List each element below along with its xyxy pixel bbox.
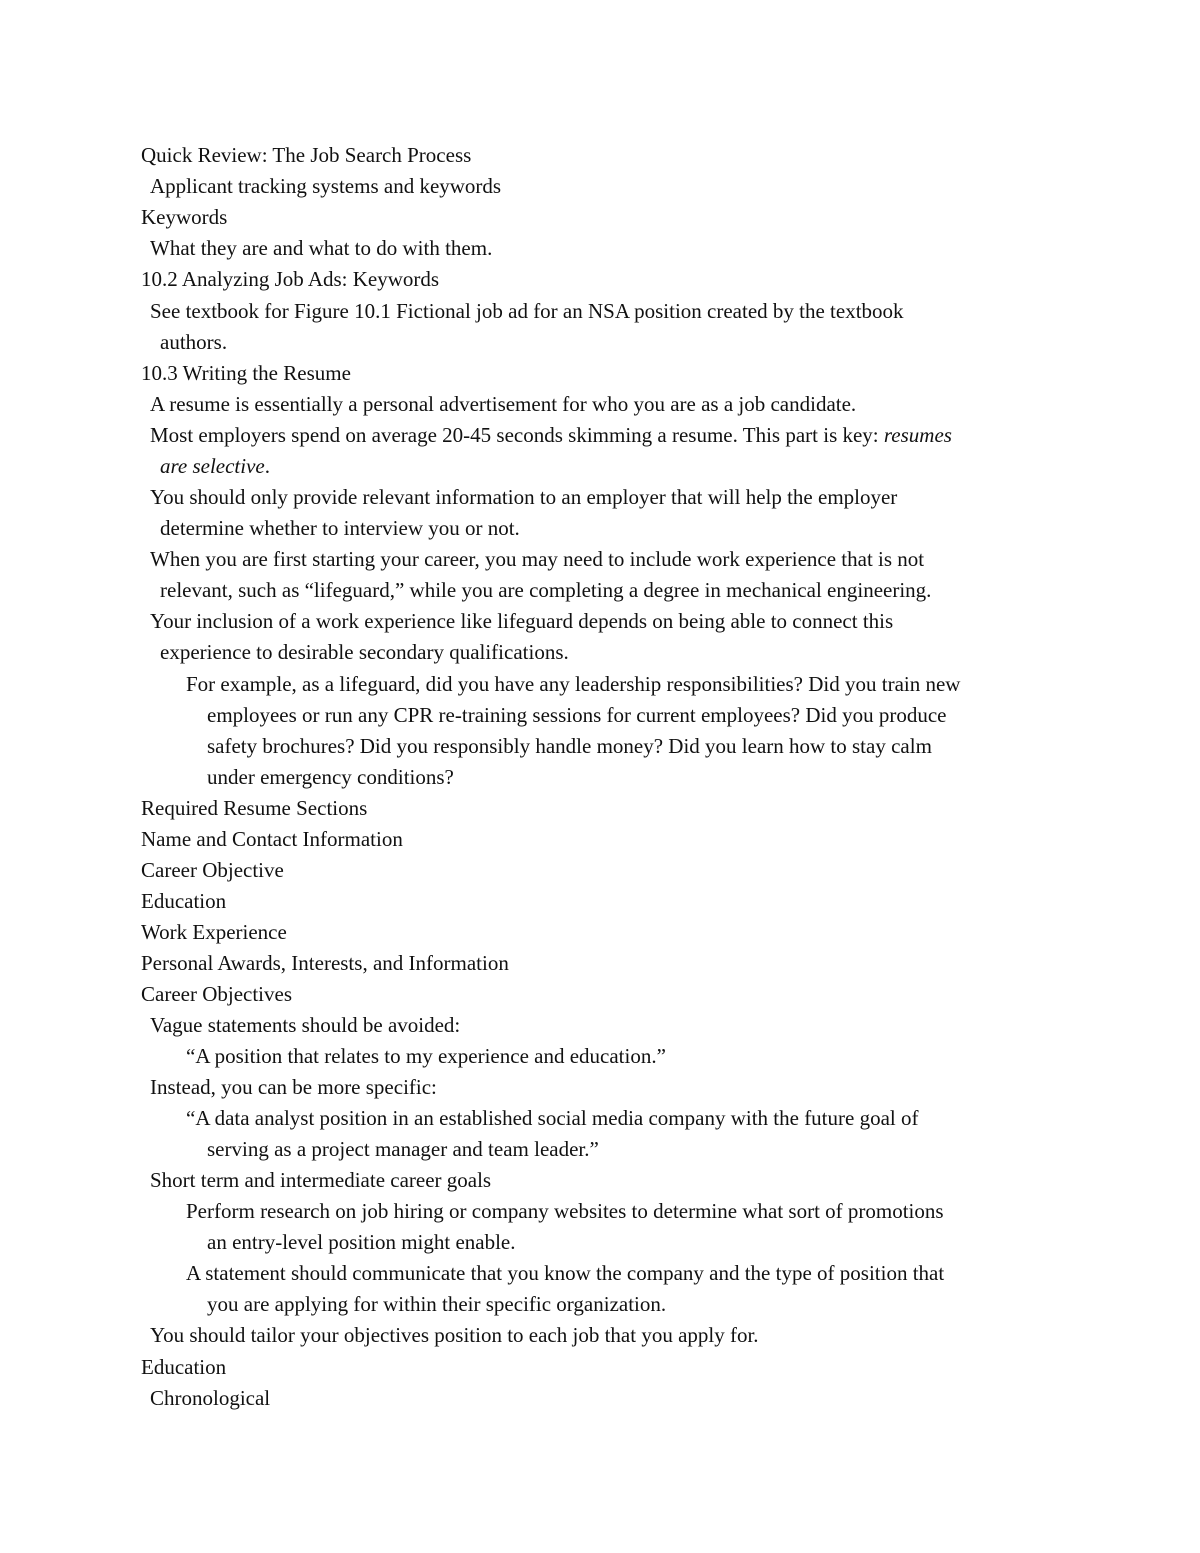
- bullet-vague-statements: Vague statements should be avoided:: [150, 1013, 461, 1037]
- bullet-relevant-info-cont: determine whether to interview you or not.: [160, 516, 520, 540]
- subbullet-vague-example: “A position that relates to my experience and education.”: [186, 1044, 666, 1068]
- bullet-applicant-tracking: Applicant tracking systems and keywords: [150, 174, 502, 198]
- employers-skim-emphasis: resumes: [883, 423, 952, 447]
- subbullet-specific-example: “A data analyst position in an established social media company with the future goal of: [186, 1106, 919, 1130]
- subbullet-statement-communicate-cont: you are applying for within their specific organization.: [207, 1292, 667, 1316]
- selective-period: .: [264, 454, 270, 478]
- subbullet-for-example-cont-2: safety brochures? Did you responsibly handle money? Did you learn how to stay calm: [207, 734, 932, 758]
- heading-personal-awards: Personal Awards, Interests, and Information: [141, 951, 509, 975]
- heading-name-contact: Name and Contact Information: [141, 827, 403, 851]
- heading-quick-review: Quick Review: The Job Search Process: [141, 143, 472, 167]
- bullet-first-starting: When you are first starting your career, you may need to include work experience that is not: [150, 547, 925, 571]
- heading-writing-resume: 10.3 Writing the Resume: [141, 361, 351, 385]
- bullet-relevant-info: You should only provide relevant information to an employer that will help the employer: [150, 485, 898, 509]
- bullet-inclusion-lifeguard: Your inclusion of a work experience like lifeguard depends on being able to connect this: [150, 609, 894, 633]
- subbullet-perform-research-cont: an entry-level position might enable.: [207, 1230, 516, 1254]
- bullet-chronological: Chronological: [150, 1386, 271, 1410]
- heading-work-experience: Work Experience: [141, 920, 287, 944]
- heading-education-2: Education: [141, 1355, 227, 1379]
- heading-keywords: Keywords: [141, 205, 228, 229]
- bullet-first-starting-cont: relevant, such as “lifeguard,” while you are completing a degree in mechanical engineering.: [160, 578, 932, 602]
- heading-required-sections: Required Resume Sections: [141, 796, 368, 820]
- employers-skim-text: Most employers spend on average 20-45 seconds skimming a resume. This part is key:: [150, 423, 884, 447]
- subbullet-perform-research: Perform research on job hiring or company websites to determine what sort of promotions: [186, 1199, 944, 1223]
- subbullet-for-example-cont-3: under emergency conditions?: [207, 765, 454, 789]
- bullet-short-term-goals: Short term and intermediate career goals: [150, 1168, 492, 1192]
- bullet-employers-skim-cont: [160, 451, 270, 482]
- heading-career-objective: Career Objective: [141, 858, 284, 882]
- heading-analyzing-job-ads: 10.2 Analyzing Job Ads: Keywords: [141, 267, 440, 291]
- bullet-resume-advertisement: A resume is essentially a personal advertisement for who you are as a job candidate.: [150, 392, 857, 416]
- subbullet-for-example: For example, as a lifeguard, did you have any leadership responsibilities? Did you train new: [186, 672, 961, 696]
- bullet-what-they-are: What they are and what to do with them.: [150, 236, 493, 260]
- bullet-inclusion-lifeguard-cont: experience to desirable secondary qualifications.: [160, 640, 569, 664]
- heading-career-objectives: Career Objectives: [141, 982, 293, 1006]
- bullet-employers-skim: [150, 420, 952, 451]
- bullet-see-textbook: See textbook for Figure 10.1 Fictional job ad for an NSA position created by the textbook: [150, 299, 904, 323]
- heading-education: Education: [141, 889, 227, 913]
- bullet-more-specific: Instead, you can be more specific:: [150, 1075, 437, 1099]
- selective-emphasis: are selective: [160, 454, 265, 478]
- subbullet-statement-communicate: A statement should communicate that you know the company and the type of position that: [186, 1261, 945, 1285]
- subbullet-for-example-cont-1: employees or run any CPR re-training sessions for current employees? Did you produce: [207, 703, 947, 727]
- bullet-tailor-objectives: You should tailor your objectives position to each job that you apply for.: [150, 1323, 759, 1347]
- bullet-see-textbook-cont: authors.: [160, 330, 228, 354]
- subbullet-specific-example-cont: serving as a project manager and team leader.”: [207, 1137, 599, 1161]
